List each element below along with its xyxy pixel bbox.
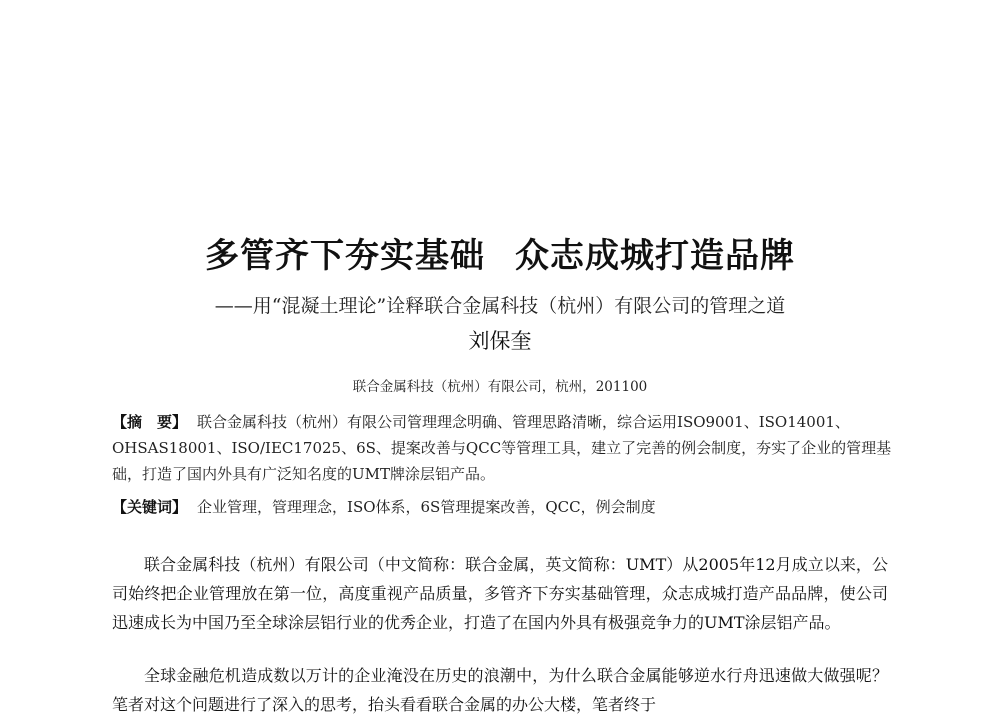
keywords-label: 【关键词】 bbox=[112, 498, 188, 516]
abstract-label: 【摘 要】 bbox=[112, 413, 188, 431]
body-paragraph-1: 联合金属科技（杭州）有限公司（中文简称：联合金属，英文简称：UMT）从2005年12月成立以来，公司始终把企业管理放在第一位，高度重视产品质量，多管齐下夯实基础管理，众志成城打造产品品牌，使公司迅速成长为中国乃至全球涂层铝行业的优秀企业，打造了在国内外具有极强竞争力的UMT涂层铝产品。 bbox=[112, 555, 888, 632]
paper-title bbox=[0, 228, 1000, 277]
author-affiliation: 联合金属科技（杭州）有限公司，杭州，201100 bbox=[352, 379, 648, 395]
paper-author: 刘保奎 bbox=[468, 329, 532, 353]
title-part-1: 多管齐下夯实基础 bbox=[205, 236, 485, 276]
keywords-block bbox=[112, 494, 892, 520]
paper-subtitle: ——用“混凝土理论”诠释联合金属科技（杭州）有限公司的管理之道 bbox=[214, 295, 786, 317]
body-paragraph-2: 全球金融危机造成数以万计的企业淹没在历史的浪潮中，为什么联合金属能够逆水行舟迅速做大做强呢？笔者对这个问题进行了深入的思考，抬头看看联合金属的办公大楼，笔者终于 bbox=[112, 666, 888, 714]
abstract-text: 联合金属科技（杭州）有限公司管理理念明确、管理思路清晰，综合运用ISO9001、ISO14001、OHSAS18001、ISO/IEC17025、6S、提案改善与QCC等管理工具，建立了完善的例会制度，夯实了企业的管理基础，打造了国内外具有广泛知名度的UMT牌涂层铝产品。 bbox=[112, 413, 892, 483]
keywords-text: 企业管理，管理理念，ISO体系，6S管理提案改善，QCC，例会制度 bbox=[197, 498, 656, 516]
title-part-2: 众志成城打造品牌 bbox=[515, 236, 795, 276]
abstract-block bbox=[112, 409, 892, 487]
